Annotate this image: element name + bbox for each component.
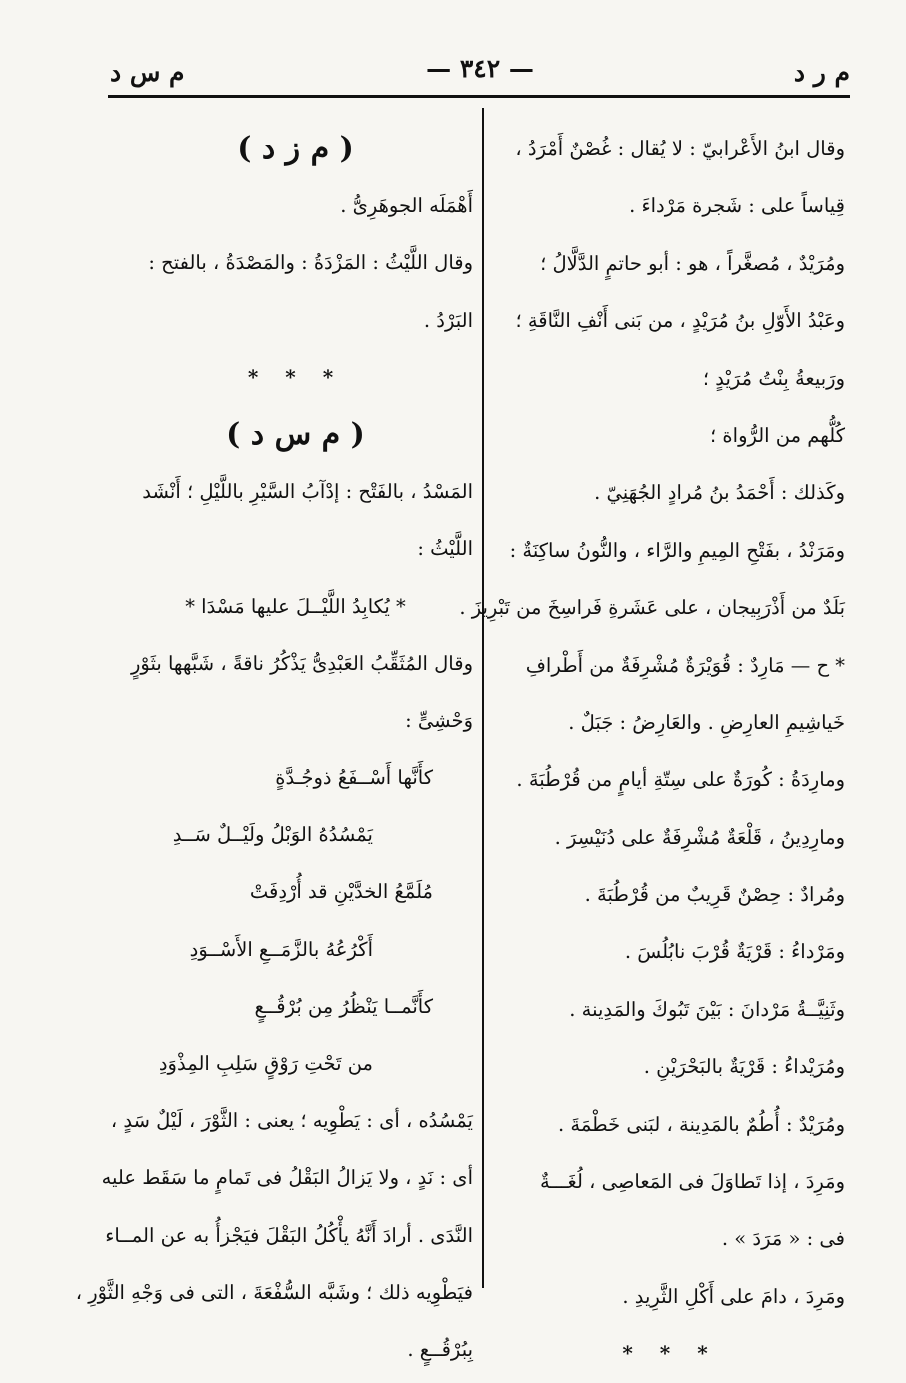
verse-line: من تَحْتِ رَوْقٍ سَلِبِ المِذْوَدِ xyxy=(158,1052,373,1075)
text-line: المَسْدُ ، بالفَتْح : إدْآبُ السَّيْرِ باللَّيْلِ ؛ أَنْشَد xyxy=(142,480,473,504)
verse-line: يَمْسُدُهُ الوَبْلُ ولَيْــلٌ سَــدِ xyxy=(172,823,373,847)
text-line: وَحْشِىٍّ : xyxy=(405,708,473,732)
text-line: ومَرِدَ ، دامَ على أَكْلِ الثَّرِيدِ . xyxy=(622,1284,845,1308)
text-line: اللَّيْثُ : xyxy=(417,537,473,561)
page-header xyxy=(110,52,850,92)
left-column xyxy=(75,120,473,1378)
text-line: أَهْمَلَه الجوهَرِىُّ . xyxy=(340,194,473,218)
verse-line: أَكْرُعُهُ بالزَّمَــعِ الأَسْــوَدِ xyxy=(189,937,373,961)
text-line: ومارِدَةُ : كُورَةٌ على سِتّةِ أيامٍ من قُرْطُبَةَ . xyxy=(516,768,845,792)
text-line: ومُرادٌ : حِصْنٌ قَرِيبٌ من قُرْطُبَةَ . xyxy=(584,883,845,907)
verse-line: * يُكابِدُ اللَّيْــلَ عليها مَسْدَا * xyxy=(185,594,406,618)
text-line: فى : « مَرَدَ » . xyxy=(721,1227,845,1251)
text-line: ومَرَنْدُ ، بفَتْحِ المِيمِ والرَّاء ، والنُّونُ ساكِنَةٌ : xyxy=(509,538,845,562)
right-column xyxy=(459,120,845,1383)
text-line: قِياساً على : شَجرة مَرْداءَ . xyxy=(629,194,845,218)
text-line: وثَنِيَّــةُ مَرْدانَ : بَيْنَ تَبُوكَ والمَدِينة . xyxy=(569,997,845,1021)
text-line: النَّدَى . أرادَ أَنَّهُ يأْكُلُ البَقْلَ فيَجْزأُ به عن المــاء xyxy=(105,1223,473,1247)
column-divider xyxy=(482,108,484,1288)
text-line: يَمْسُدُه ، أى : يَطْوِيه ؛ يعنى : الثَّوْرَ ، لَيْلٌ سَدٍ ، xyxy=(110,1109,473,1133)
page-number: — ٣٤٢ — xyxy=(426,54,534,83)
verse-line: كأَنَّمــا يَنْظُرُ مِن بُرْقُــعٍ xyxy=(254,994,433,1018)
text-line: ومُرَيْدٌ ، مُصغَّراً ، هو : أبو حاتمٍ الدَّلَّالُ ؛ xyxy=(540,251,845,275)
section-separator: * * * xyxy=(622,1341,718,1366)
text-line: ورَبيعةُ بِنْتُ مُرَيْدٍ ؛ xyxy=(702,366,845,390)
text-line: وقال ابنُ الأَعْرابيّ : لا يُقال : غُصْنٌ أَمْرَدُ ، xyxy=(515,137,845,160)
header-rule xyxy=(108,95,850,98)
text-line: ومُرَيْداءُ : قَرْيَةٌ بالبَحْرَيْنِ . xyxy=(643,1055,845,1079)
text-line: أى : نَدٍ ، ولا يَزالُ البَقْلُ فى تَمامٍ ما سَقَط عليه xyxy=(101,1166,473,1190)
text-line: بَلَدٌ من أَذْرَبِيجان ، على عَشَرةِ فَراسِخَ من تَبْرِيزَ . xyxy=(459,596,845,620)
text-line: وقال اللَّيْثُ : المَزْدَةُ : والمَصْدَةُ ، بالفتح : xyxy=(148,251,473,275)
entry-heading-mzd: ( م ز د ) xyxy=(237,131,354,166)
section-separator: * * * xyxy=(247,364,344,389)
text-line: البَرْدُ . xyxy=(423,308,473,332)
verse-line: مُلَمَّعُ الخدَّيْنِ قد أُرْدِفَتْ xyxy=(249,880,433,904)
text-line: خَياشِيمِ العارِضِ . والعَارِضُ : جَبَلٌ . xyxy=(568,710,845,734)
text-line: وعَبْدُ الأَوّلِ بنُ مُرَيْدٍ ، من بَنى أَنْفِ النَّاقَةِ ؛ xyxy=(515,309,845,333)
text-line: فيَطْوِيه ذلك ؛ وشَبَّه السُّفْعَةَ ، التى فى وَجْهِ الثَّوْرِ ، xyxy=(75,1280,473,1304)
text-line: كُلُّهم من الرُّواة ؛ xyxy=(710,423,845,447)
entry-heading-msd: ( م س د ) xyxy=(226,416,365,452)
text-line: ومُرَيْدٌ : أُطُمٌ بالمَدِينة ، لبَنى خَطْمَةَ . xyxy=(558,1112,845,1136)
text-line: ومارِدِينُ ، قَلْعَةٌ مُشْرِفَةٌ على دُنَيْسِرَ . xyxy=(554,825,845,849)
verse-line: كأَنَّها أَسْــفَعُ ذوجُـدَّةٍ xyxy=(275,766,433,790)
text-line: وكَذلك : أَحْمَدُ بنُ مُرادٍ الجُهَنِيّ . xyxy=(594,481,845,505)
header-root-right: م ر د xyxy=(793,57,850,87)
text-line: * ح — مَارِدٌ : قُوَيْرَةٌ مُشْرِفَةٌ من أَطْرافِ xyxy=(525,653,845,677)
text-line: ومَرِدَ ، إذا تَطاوَلَ فى المَعاصِى ، لُغَـــةٌ xyxy=(539,1170,845,1194)
text-line: وقال المُثَقِّبُ العَبْدِىُّ يَذْكُرُ ناقةً ، شَبَّهها بثَوْرٍ xyxy=(130,651,473,675)
text-line: بِبُرْقُــعٍ . xyxy=(407,1337,473,1361)
header-root-left: م س د xyxy=(110,57,185,87)
text-line: ومَرْداءُ : قَرْيَةٌ قُرْبَ نابُلُسَ . xyxy=(624,940,845,964)
